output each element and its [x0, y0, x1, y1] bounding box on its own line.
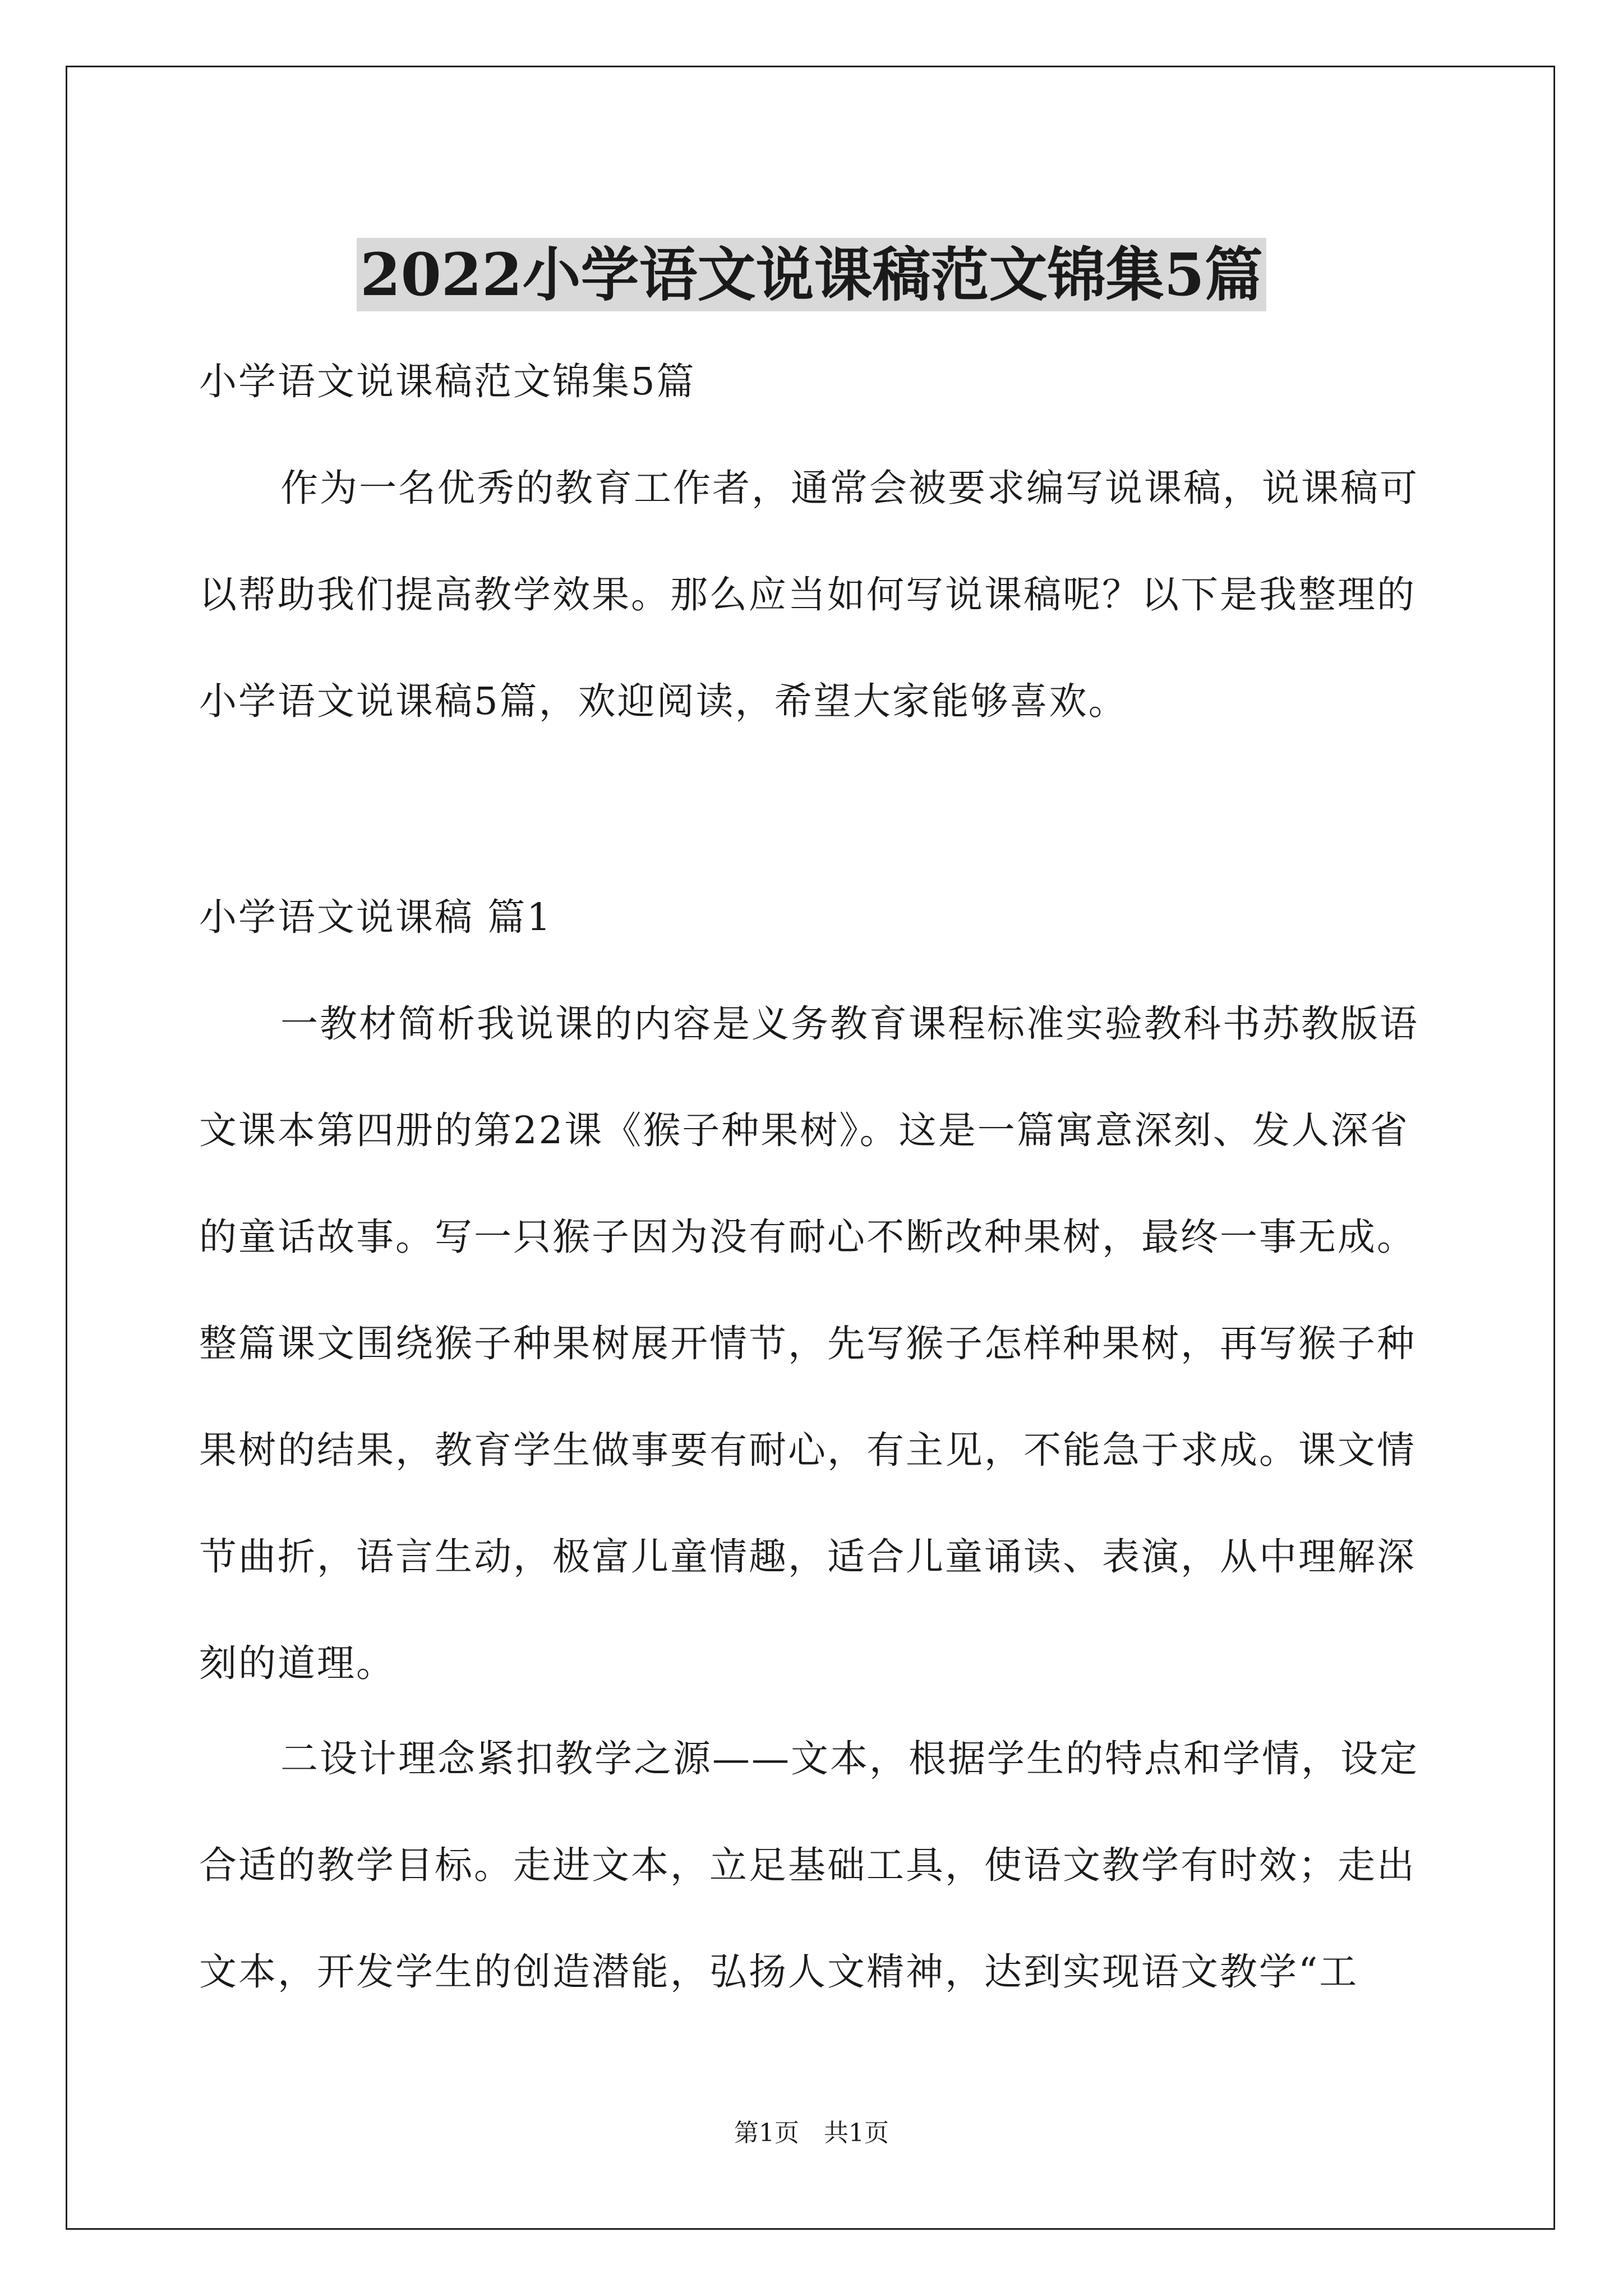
document-title	[0, 236, 1623, 314]
document-title-text: 2022小学语文说课稿范文锦集5篇	[357, 238, 1266, 311]
body-paragraph-2: 二设计理念紧扣教学之源——文本，根据学生的特点和学情，设定合适的教学目标。走进文本，立足基础工具，使语文教学有时效；走出文本，开发学生的创造潜能，弘扬人文精神，达到实现语文教学“工	[199, 1737, 1419, 1994]
body-paragraph-1: 一教材简析我说课的内容是义务教育课程标准实验教科书苏教版语文课本第四册的第22课《猴子种果树》。这是一篇寓意深刻、发人深省的童话故事。写一只猴子因为没有耐心不断改种果树，最终一事无成。整篇课文围绕猴子种果树展开情节，先写猴子怎样种果树，再写猴子种果树的结果，教育学生做事要有耐心，有主见，不能急于求成。课文情节曲折，语言生动，极富儿童情趣，适合儿童诵读、表演，从中理解深刻的道理。	[199, 1002, 1419, 1685]
page-footer: 第1页 共1页	[734, 2119, 889, 2147]
section-heading: 小学语文说课稿 篇1	[199, 895, 552, 939]
document-subtitle: 小学语文说课稿范文锦集5篇	[199, 360, 696, 403]
intro-paragraph: 作为一名优秀的教育工作者，通常会被要求编写说课稿，说课稿可以帮助我们提高教学效果。那么应当如何写说课稿呢？以下是我整理的小学语文说课稿5篇，欢迎阅读，希望大家能够喜欢。	[199, 466, 1419, 723]
